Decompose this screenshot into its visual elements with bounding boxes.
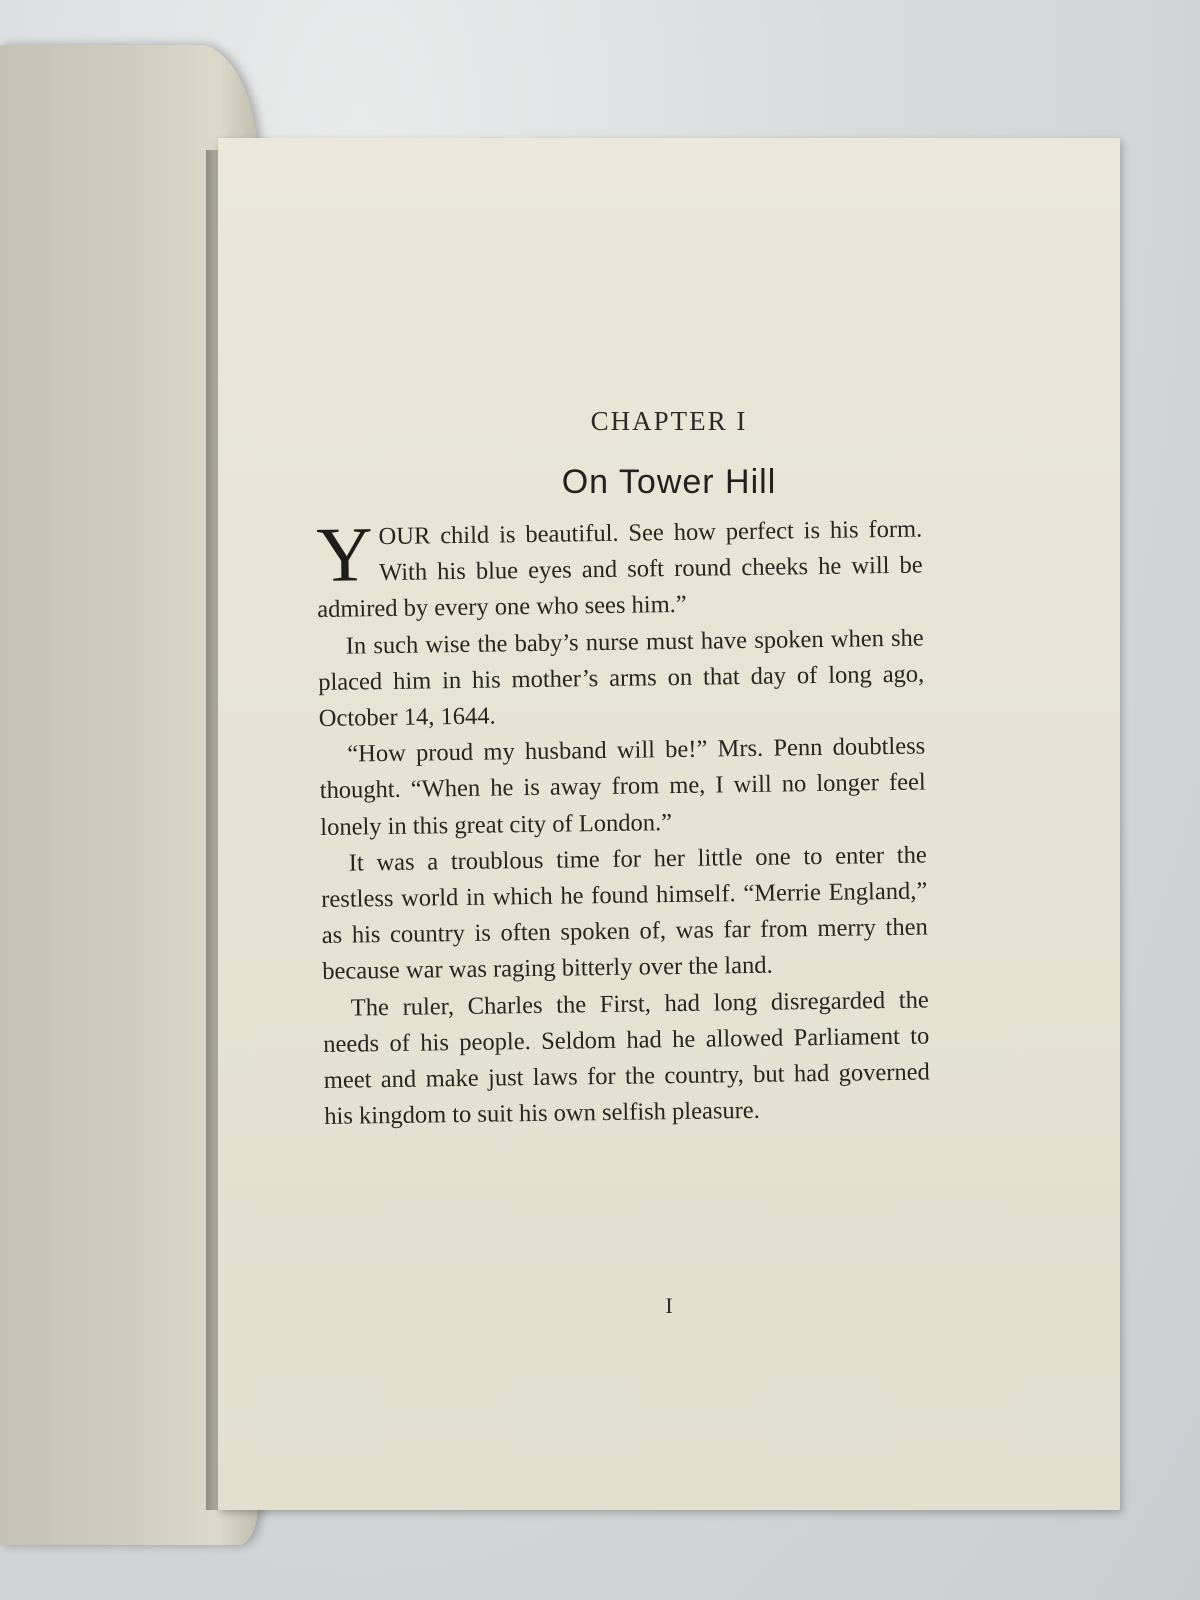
paragraph-3: “How proud my husband will be!” Mrs. Penn doubtless thought. “When he is away from me, I will no longer feel lonely in this great city of London.” — [319, 732, 926, 841]
page-number: I — [665, 1293, 673, 1318]
drop-cap: Y — [315, 510, 374, 598]
chapter-title: On Tower Hill — [561, 463, 777, 501]
paragraph-1 — [316, 512, 923, 629]
body-text — [316, 512, 931, 1136]
paragraph-5: The ruler, Charles the First, had long disregarded the needs of his people. Seldom had he allowed Parliament to meet and make just laws for the country, but had governed his kingdom to suit his own selfish pleasure. — [323, 986, 930, 1131]
paragraph-2: In such wise the baby’s nurse must have spoken when she placed him in his mother’s arms on that day of long ago, October 14, 1644. — [318, 624, 925, 732]
paragraph-1-text: OUR child is beautiful. See how perfect is his form. With his blue eyes and soft round cheeks he will be admired by every one who sees him.” — [317, 515, 923, 624]
chapter-label: CHAPTER I — [590, 406, 748, 436]
right-book-page — [218, 138, 1120, 1510]
paragraph-4: It was a troublous time for her little one to enter the restless world in which he found himself. “Merrie England,” as his country is often spoken of, was far from merry then because war was raging bitterly over the land. — [321, 841, 928, 986]
